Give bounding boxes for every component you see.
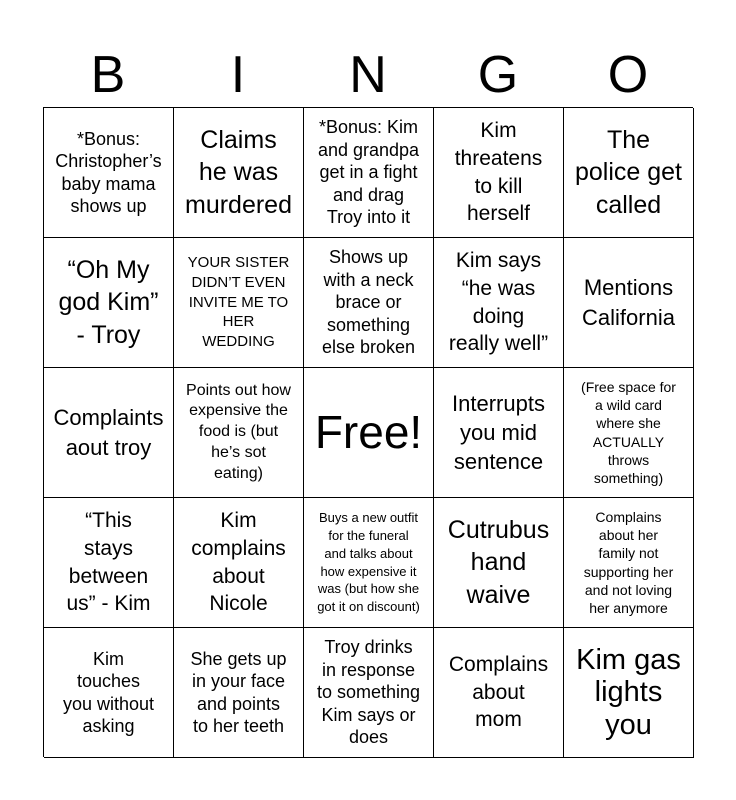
bingo-cell — [174, 628, 304, 758]
bingo-cell — [304, 238, 434, 368]
cell-text: Buys a new outfit for the funeral and talks about how expensive it was (but how she got it on discount) — [317, 509, 420, 615]
bingo-cell — [434, 628, 564, 758]
bingo-cell — [434, 108, 564, 238]
bingo-cell — [564, 368, 694, 498]
bingo-cell — [434, 368, 564, 498]
bingo-cell — [44, 498, 174, 628]
bingo-cell — [304, 628, 434, 758]
bingo-cell — [44, 108, 174, 238]
cell-text: *Bonus: Kim and grandpa get in a fight and drag Troy into it — [317, 117, 420, 228]
bingo-cell — [174, 498, 304, 628]
header-letter-i: I — [230, 46, 246, 104]
bingo-cell — [304, 498, 434, 628]
header-letter-b: B — [90, 46, 126, 104]
bingo-cell — [174, 108, 304, 238]
bingo-board — [43, 107, 693, 757]
cell-text: Kim threatens to kill herself — [454, 118, 543, 226]
bingo-cell — [44, 238, 174, 368]
bingo-cell — [174, 368, 304, 498]
bingo-cell — [564, 498, 694, 628]
cell-text: Points out how expensive the food is (but he’s sot eating) — [186, 381, 291, 482]
cell-text: Complains about her family not supporting her and not loving her anymore — [583, 508, 674, 616]
header-letter-g: G — [477, 46, 519, 104]
header-letter-o: O — [607, 46, 649, 104]
cell-text: Complaints aout troy — [53, 405, 164, 460]
cell-text: Kim touches you without asking — [62, 648, 155, 736]
cell-text: Troy drinks in response to something Kim says or does — [316, 637, 421, 748]
bingo-cell — [304, 108, 434, 238]
bingo-cell — [564, 238, 694, 368]
bingo-cell — [44, 368, 174, 498]
cell-text: Complains about mom — [448, 652, 549, 732]
cell-text: Cutrubus hand waive — [447, 515, 550, 609]
cell-text: YOUR SISTER DIDN’T EVEN INVITE ME TO HER WEDDING — [187, 254, 290, 351]
bingo-cell — [434, 498, 564, 628]
cell-text: Shows up with a neck brace or something else broken — [321, 247, 416, 358]
bingo-header — [43, 44, 693, 106]
cell-text: (Free space for a wild card where she ACTUALLY throws something) — [581, 378, 676, 486]
cell-text: Kim says “he was doing really well” — [448, 248, 549, 356]
cell-text: She gets up in your face and points to her teeth — [190, 648, 287, 736]
cell-text: Mentions California — [582, 275, 675, 330]
cell-text: Claims he was murdered — [185, 125, 292, 219]
cell-text: “Oh My god Kim” - Troy — [58, 255, 159, 349]
cell-text: Interrupts you mid sentence — [452, 390, 545, 475]
header-letter-n: N — [349, 46, 387, 104]
bingo-cell — [434, 238, 564, 368]
cell-text: Kim complains about Nicole — [191, 508, 286, 616]
free-space-text: Free! — [314, 406, 423, 459]
bingo-cell — [174, 238, 304, 368]
cell-text: “This stays between us” - Kim — [66, 508, 151, 616]
bingo-cell — [564, 628, 694, 758]
bingo-cell — [564, 108, 694, 238]
cell-text: *Bonus: Christopher’s baby mama shows up — [55, 128, 162, 216]
bingo-cell — [44, 628, 174, 758]
cell-text: The police get called — [574, 125, 683, 219]
bingo-cell free-space — [304, 368, 434, 498]
cell-text: Kim gas lights you — [576, 643, 681, 741]
